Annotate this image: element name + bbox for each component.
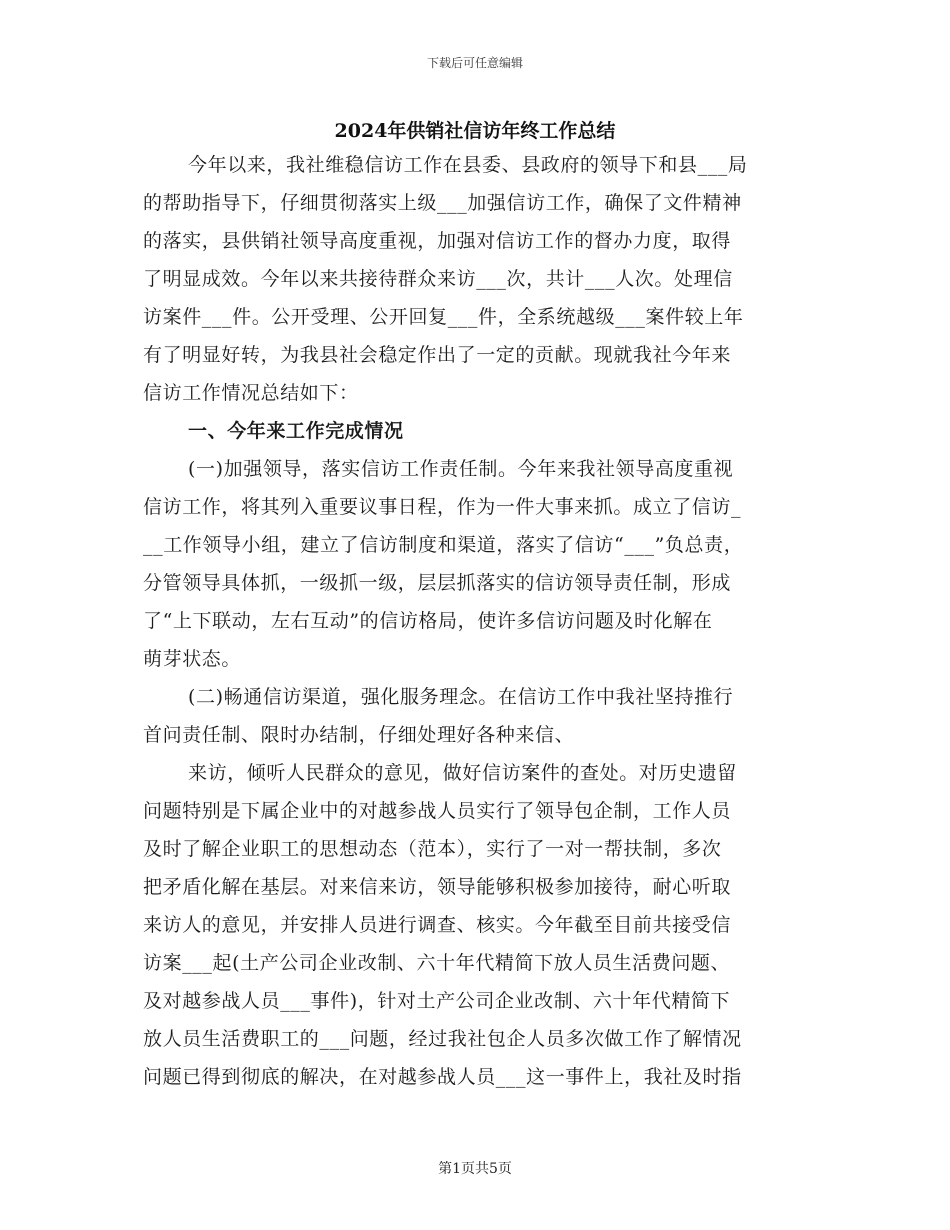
paragraph-line: 及对越参战人员___事件)，针对土产公司企业改制、六十年代精简下 <box>143 990 731 1012</box>
paragraph-line: 访案___起(土产公司企业改制、六十年代精简下放人员生活费问题、 <box>143 952 731 974</box>
paragraph-line: 了“上下联动，左右互动”的信访格局，使许多信访问题及时化解在 <box>143 610 713 632</box>
paragraph-line: 信访工作情况总结如下： <box>143 382 359 404</box>
paragraph-line: 及时了解企业职工的思想动态（范本），实行了一对一帮扶制，多次 <box>143 838 722 860</box>
paragraph-line: 首问责任制、限时办结制，仔细处理好各种来信、 <box>143 724 575 746</box>
paragraph-line: 放人员生活费职工的___问题，经过我社包企人员多次做工作了解情况 <box>143 1028 742 1050</box>
document-body <box>143 146 815 1096</box>
document-title: 2024年供销社信访年终工作总结 <box>334 120 616 142</box>
paragraph-line: __工作领导小组，建立了信访制度和渠道，落实了信访“___”负总责， <box>143 534 744 556</box>
paragraph-line: 的落实，县供销社领导高度重视，加强对信访工作的督办力度，取得 <box>143 230 732 252</box>
header-note: 下载后可任意编辑 <box>426 56 523 70</box>
paragraph-line: 信访工作，将其列入重要议事日程，作为一件大事来抓。成立了信访_ <box>143 496 742 518</box>
paragraph-line: 今年以来，我社维稳信访工作在县委、县政府的领导下和县___局 <box>188 154 748 176</box>
paragraph-line: 问题已得到彻底的解决，在对越参战人员___这一事件上，我社及时指 <box>143 1066 742 1088</box>
paragraph-line: (一)加强领导，落实信访工作责任制。今年来我社领导高度重视 <box>188 458 734 480</box>
paragraph-line: 访案件___件。公开受理、公开回复___件，全系统越级___案件较上年 <box>143 306 744 328</box>
paragraph-line: 把矛盾化解在基层。对来信来访，领导能够积极参加接待，耐心听取 <box>143 876 732 898</box>
paragraph-line: (二)畅通信访渠道，强化服务理念。在信访工作中我社坚持推行 <box>188 686 734 708</box>
paragraph-line: 来访人的意见，并安排人员进行调查、核实。今年截至目前共接受信 <box>143 914 732 936</box>
section-heading: 一、今年来工作完成情况 <box>188 420 404 442</box>
paragraph-line: 了明显成效。今年以来共接待群众来访___次，共计___人次。处理信 <box>143 268 733 290</box>
page-footer: 第1页共5页 <box>438 1161 512 1177</box>
paragraph-line: 有了明显好转，为我县社会稳定作出了一定的贡献。现就我社今年来 <box>143 344 732 366</box>
paragraph-line: 问题特别是下属企业中的对越参战人员实行了领导包企制，工作人员 <box>143 800 732 822</box>
paragraph-line: 分管领导具体抓，一级抓一级，层层抓落实的信访领导责任制，形成 <box>143 572 732 594</box>
paragraph-line: 来访，倾听人民群众的意见，做好信访案件的查处。对历史遗留 <box>188 762 737 784</box>
paragraph-line: 萌芽状态。 <box>143 648 242 670</box>
paragraph-line: 的帮助指导下，仔细贯彻落实上级___加强信访工作，确保了文件精神 <box>143 192 742 214</box>
